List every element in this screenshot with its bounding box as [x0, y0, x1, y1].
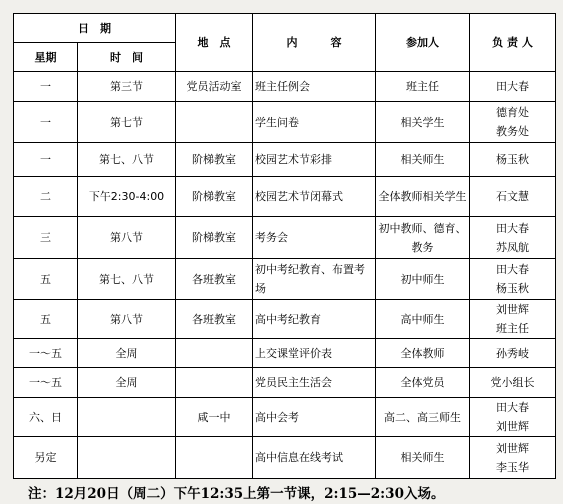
- participants-cell: 班主任: [376, 72, 470, 102]
- header-content: 内 容: [253, 14, 376, 72]
- person-in-charge-cell: [470, 398, 556, 437]
- table-row: [14, 72, 556, 102]
- weekday-cell: 一: [14, 102, 78, 143]
- time-cell: 第三节: [78, 72, 176, 102]
- person-in-charge-name: 教务处: [496, 125, 529, 138]
- table-row: [14, 300, 556, 339]
- table-row: [14, 398, 556, 437]
- header-participants: 参加人: [376, 14, 470, 72]
- person-in-charge-name: 石文慧: [496, 190, 529, 203]
- content-cell: 校园艺术节闭幕式: [253, 177, 376, 217]
- time-cell: 全周: [78, 339, 176, 368]
- person-in-charge-name: 刘世辉: [496, 420, 529, 433]
- person-in-charge-name: 苏凤航: [496, 240, 529, 254]
- header-date: 日 期: [14, 14, 176, 43]
- person-in-charge-cell: [470, 339, 556, 368]
- location-cell: 党员活动室: [176, 72, 253, 102]
- content-cell: 初中考纪教育、布置考场: [253, 259, 376, 300]
- person-in-charge-name: 杨玉秋: [496, 153, 529, 166]
- content-cell: 高中信息在线考试: [253, 437, 376, 479]
- person-in-charge-name: 田大春: [496, 401, 529, 414]
- header-time: 时 间: [78, 43, 176, 72]
- participants-cell: 相关师生: [376, 437, 470, 479]
- location-cell: 阶梯教室: [176, 143, 253, 177]
- table-row: [14, 437, 556, 479]
- time-cell: [78, 398, 176, 437]
- table-row: [14, 143, 556, 177]
- person-in-charge-cell: [470, 143, 556, 177]
- weekday-cell: 一～五: [14, 339, 78, 368]
- person-in-charge-name: 李玉华: [496, 460, 529, 474]
- footnote: 注：12月20日（周二）下午12:35上第一节课，2:15—2:30入场。: [28, 486, 445, 502]
- participants-cell: 高二、高三师生: [376, 398, 470, 437]
- time-cell: 第七节: [78, 102, 176, 143]
- location-cell: 阶梯教室: [176, 217, 253, 259]
- table-row: [14, 339, 556, 368]
- time-cell: [78, 437, 176, 479]
- person-in-charge-cell: [470, 102, 556, 143]
- schedule-table: [13, 13, 556, 479]
- header-row-1: [14, 14, 556, 43]
- location-cell: [176, 368, 253, 398]
- person-in-charge-cell: [470, 300, 556, 339]
- person-in-charge-cell: [470, 177, 556, 217]
- table-row: [14, 217, 556, 259]
- participants-cell: 初中教师、德育、教务: [376, 217, 470, 259]
- person-in-charge-name: 刘世辉: [496, 441, 529, 455]
- header-weekday: 星期: [14, 43, 78, 72]
- header-location: 地 点: [176, 14, 253, 72]
- time-cell: 下午2:30-4:00: [78, 177, 176, 217]
- weekday-cell: 另定: [14, 437, 78, 479]
- table-row: [14, 259, 556, 300]
- content-cell: 考务会: [253, 217, 376, 259]
- table-row: [14, 368, 556, 398]
- weekday-cell: 一: [14, 143, 78, 177]
- content-cell: 党员民主生活会: [253, 368, 376, 398]
- participants-cell: 全体教师相关学生: [376, 177, 470, 217]
- person-in-charge-name: 田大春: [496, 263, 529, 276]
- person-in-charge-cell: [470, 72, 556, 102]
- person-in-charge-cell: [470, 217, 556, 259]
- person-in-charge-name: 杨玉秋: [496, 282, 529, 295]
- person-in-charge-name: 班主任: [496, 322, 529, 335]
- table-row: [14, 177, 556, 217]
- participants-cell: 全体党员: [376, 368, 470, 398]
- weekday-cell: 六、日: [14, 398, 78, 437]
- time-cell: 第七、八节: [78, 143, 176, 177]
- content-cell: 高中考纪教育: [253, 300, 376, 339]
- header-person-in-charge: 负 责 人: [470, 14, 556, 72]
- participants-cell: 相关师生: [376, 143, 470, 177]
- weekday-cell: 一～五: [14, 368, 78, 398]
- content-cell: 上交课堂评价表: [253, 339, 376, 368]
- participants-cell: 初中师生: [376, 259, 470, 300]
- person-in-charge-cell: [470, 437, 556, 479]
- location-cell: [176, 339, 253, 368]
- weekday-cell: 一: [14, 72, 78, 102]
- location-cell: 咸一中: [176, 398, 253, 437]
- time-cell: 第八节: [78, 300, 176, 339]
- weekday-cell: 二: [14, 177, 78, 217]
- content-cell: 校园艺术节彩排: [253, 143, 376, 177]
- person-in-charge-name: 德育处: [496, 106, 529, 119]
- location-cell: [176, 102, 253, 143]
- location-cell: [176, 437, 253, 479]
- person-in-charge-name: 田大春: [496, 80, 529, 93]
- content-cell: 高中会考: [253, 398, 376, 437]
- person-in-charge-name: 田大春: [496, 221, 529, 235]
- person-in-charge-name: 孙秀岐: [496, 346, 529, 360]
- time-cell: 第七、八节: [78, 259, 176, 300]
- person-in-charge-name: 党小组长: [490, 376, 535, 389]
- content-cell: 班主任例会: [253, 72, 376, 102]
- weekday-cell: 五: [14, 259, 78, 300]
- weekday-cell: 五: [14, 300, 78, 339]
- location-cell: 各班教室: [176, 259, 253, 300]
- time-cell: 第八节: [78, 217, 176, 259]
- person-in-charge-cell: [470, 368, 556, 398]
- participants-cell: 高中师生: [376, 300, 470, 339]
- participants-cell: 相关学生: [376, 102, 470, 143]
- content-cell: 学生问卷: [253, 102, 376, 143]
- weekday-cell: 三: [14, 217, 78, 259]
- person-in-charge-name: 刘世辉: [496, 303, 529, 316]
- table-row: [14, 102, 556, 143]
- participants-cell: 全体教师: [376, 339, 470, 368]
- location-cell: 各班教室: [176, 300, 253, 339]
- location-cell: 阶梯教室: [176, 177, 253, 217]
- time-cell: 全周: [78, 368, 176, 398]
- person-in-charge-cell: [470, 259, 556, 300]
